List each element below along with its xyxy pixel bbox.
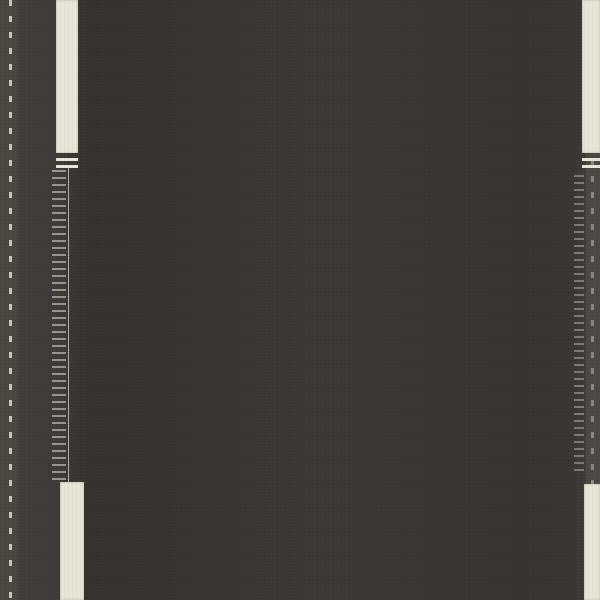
right-tick-marks [574,175,584,475]
left-dashed-perforation [9,0,12,600]
left-cap-line [56,158,78,161]
dark-center-field [86,0,576,600]
right-top-bar [582,0,600,153]
left-thin-line [68,165,69,485]
left-bottom-bar [60,482,84,600]
left-cap-line [56,165,78,168]
right-cap-line [582,158,600,161]
right-cap-line [582,165,600,168]
left-top-bar [56,0,78,153]
right-bottom-bar [584,484,600,600]
left-tick-marks [52,170,66,480]
